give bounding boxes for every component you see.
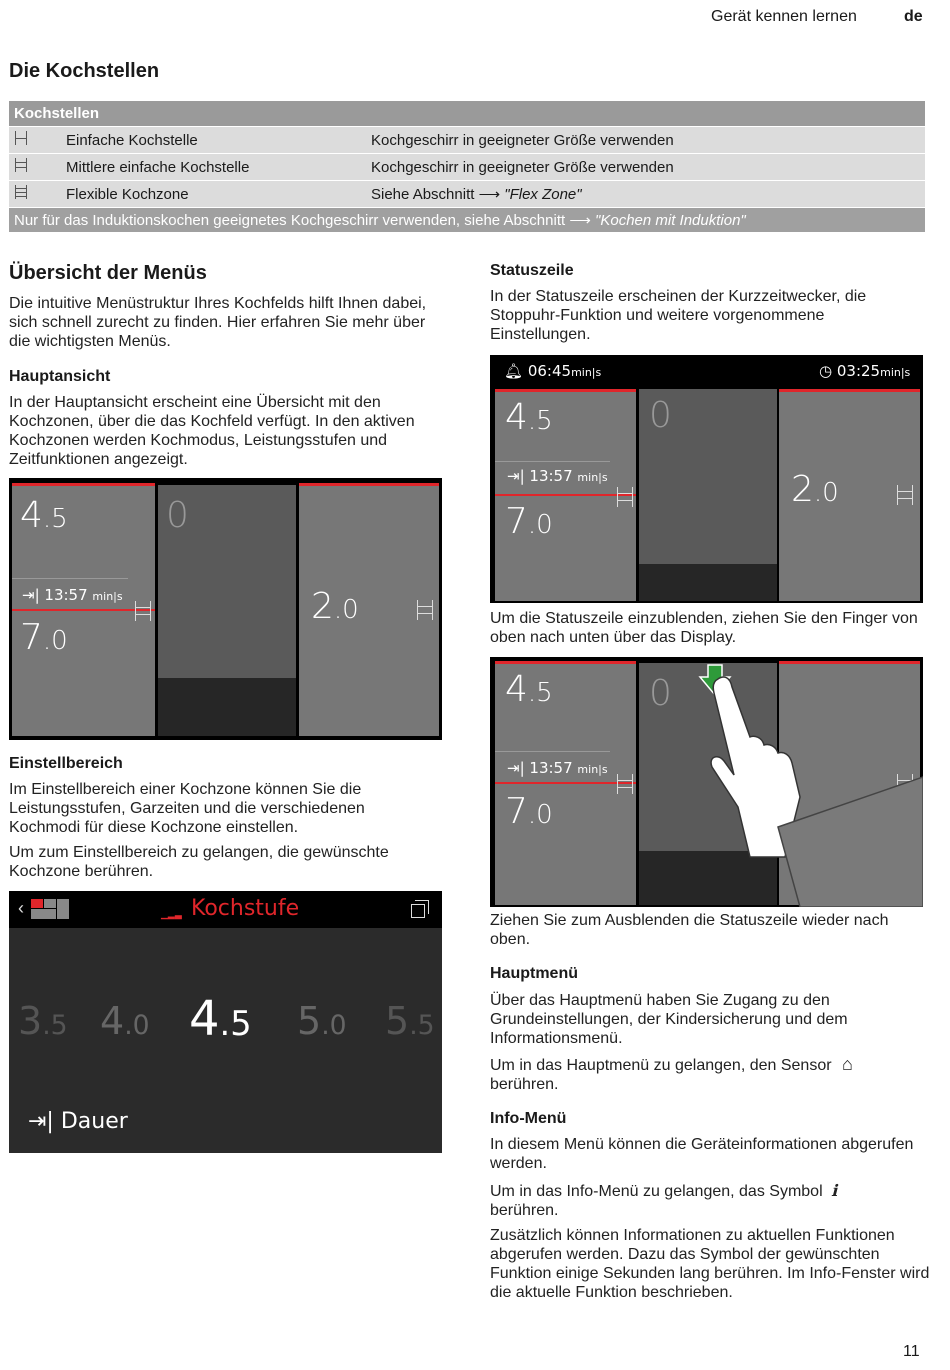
text-main-menu-1: Über das Hauptmenü haben Sie Zugang zu den Grundeinstellungen, der Kindersicherung und dem Informationsmenü. (490, 992, 848, 1047)
cookware-icon[interactable] (411, 900, 431, 918)
main-view-display (9, 478, 442, 740)
table-header: Kochstellen (9, 101, 925, 126)
level-option[interactable]: 5.5 (385, 999, 435, 1043)
timer-icon: ⇥| (28, 1109, 61, 1134)
text-info-3: Zusätzlich können Informationen zu aktuellen Funktionen abgerufen werden. Dazu das Symbol der gewünschten Funktion einige Sekunden lang berühren. Im Info-Fenster wird die aktuelle Funktion beschrieben. (490, 1227, 930, 1301)
power-level: 4.5 (20, 495, 68, 536)
pot-icon (135, 601, 151, 621)
arrow-right-icon: ⟶ (565, 212, 596, 229)
timer-readout: ⇥| 13:57 min|s (507, 759, 608, 777)
text-show-status: Um die Statuszeile einzublenden, ziehen Sie den Finger von oben nach unten über das Display. (490, 610, 918, 646)
heading-main-menu: Hauptmenü (490, 965, 578, 982)
power-level: 7.0 (20, 617, 68, 658)
info-icon: ℹ (831, 1181, 838, 1200)
header-section: Gerät kennen lernen (711, 8, 857, 25)
page-title: Die Kochstellen (9, 60, 160, 82)
table-footer: Nur für das Induktionskochen geeignetes Kochgeschirr verwenden, siehe Abschnitt ⟶ "Kochen mit Induktion" (9, 207, 925, 232)
settings-display (9, 891, 442, 1153)
cooking-zone-middle[interactable] (639, 389, 777, 564)
text-settings-2: Um zum Einstellbereich zu gelangen, die gewünschte Kochzone berühren. (9, 844, 389, 880)
arrow-right-icon: ⟶ (474, 186, 505, 203)
heading-settings: Einstellbereich (9, 755, 123, 772)
text-main-menu-2: Um in das Hauptmenü zu gelangen, den Sensor ⌂ berühren. (490, 1054, 853, 1093)
double-zone-icon (15, 158, 27, 172)
timer-readout: ⇥| 13:57 min|s (22, 586, 123, 604)
zone-selector-icon[interactable] (31, 899, 69, 919)
power-level: 4.5 (505, 669, 553, 710)
text-hide-status: Ziehen Sie zum Ausblenden die Statuszeile wieder nach oben. (490, 912, 889, 948)
cooking-zone-left[interactable] (495, 661, 636, 905)
timer-icon: ⇥| (507, 467, 525, 485)
pot-icon (617, 487, 633, 507)
swipe-hand-icon (690, 657, 923, 907)
power-level: 0 (649, 673, 672, 714)
text-main-view: In der Hauptansicht erscheint eine Übersicht mit den Kochzonen, über die das Kochfeld verfügt. In den aktiven Kochzonen werden Kochmodus, Leistungsstufen und Zeitfunktionen angezeigt. (9, 394, 415, 468)
timer-icon: ⇥| (507, 759, 525, 777)
table-row: Einfache Kochstelle Kochgeschirr in geeigneter Größe verwenden (9, 126, 925, 153)
cooking-zone-right[interactable] (299, 483, 439, 736)
settings-title: Kochstufe (191, 896, 300, 921)
level-option[interactable]: 3.5 (18, 999, 68, 1043)
status-display (490, 355, 923, 603)
timer-icon: ⇥| (22, 586, 40, 604)
cooking-zone-middle[interactable] (158, 485, 296, 678)
text-info-1: In diesem Menü können die Geräteinformationen abgerufen werden. (490, 1136, 914, 1172)
heading-menus: Übersicht der Menüs (9, 262, 207, 284)
home-sensor-icon: ⌂ (842, 1054, 853, 1074)
power-level: 2.0 (311, 586, 359, 627)
pot-icon (897, 485, 913, 505)
table-row: Flexible Kochzone Siehe Abschnitt ⟶ "Flex Zone" (9, 180, 925, 207)
cooking-zones-table (9, 101, 925, 232)
cooking-zone-left[interactable] (12, 483, 155, 736)
heading-info-menu: Info-Menü (490, 1110, 567, 1127)
bell-icon: 🔔︎ (504, 362, 524, 380)
pot-icon (417, 600, 433, 620)
power-level: 2.0 (791, 469, 839, 510)
cooking-zone-right[interactable] (779, 389, 920, 601)
power-level: 4.5 (505, 397, 553, 438)
power-icon: ▁▂▃ (161, 909, 182, 919)
text-status: In der Statuszeile erscheinen der Kurzzeitwecker, die Stoppuhr-Funktion und weitere vorgenommene Einstellungen. (490, 288, 867, 343)
level-option[interactable]: 5.0 (297, 999, 347, 1043)
power-level: 0 (166, 495, 189, 536)
flex-zone-icon (15, 185, 27, 199)
heading-status: Statuszeile (490, 262, 574, 279)
pot-icon (617, 774, 633, 794)
table-row: Mittlere einfache Kochstelle Kochgeschirr in geeigneter Größe verwenden (9, 153, 925, 180)
stopwatch-status: ◷ 03:25min|s (819, 362, 911, 380)
timer-readout: ⇥| 13:57 min|s (507, 467, 608, 485)
text-menus: Die intuitive Menüstruktur Ihres Kochfelds hilft Ihnen dabei, sich schnell zurecht zu finden. Hier erfahren Sie mehr über die wichtigsten Menüs. (9, 295, 427, 350)
stopwatch-icon: ◷ (819, 362, 833, 380)
heading-main-view: Hauptansicht (9, 368, 111, 385)
single-zone-icon (15, 131, 27, 145)
cooking-zone-left[interactable] (495, 389, 636, 601)
alarm-status: 🔔︎ 06:45min|s (504, 362, 602, 380)
power-level: 7.0 (505, 791, 553, 832)
duration-button[interactable]: ⇥| Dauer (28, 1109, 128, 1134)
header-lang: de (904, 8, 923, 25)
level-option-selected[interactable]: 4.5 (189, 991, 252, 1047)
back-icon[interactable]: ‹ (18, 898, 24, 918)
swipe-display (490, 657, 923, 907)
power-level: 0 (649, 395, 672, 436)
text-info-2: Um in das Info-Menü zu gelangen, das Symbol ℹ berühren. (490, 1181, 838, 1219)
level-option[interactable]: 4.0 (100, 999, 150, 1043)
text-settings-1: Im Einstellbereich einer Kochzone können Sie die Leistungsstufen, Garzeiten und die verschiedenen Kochmodi für diese Kochzone einstellen. (9, 781, 365, 836)
power-level: 7.0 (505, 501, 553, 542)
page-number: 11 (903, 1343, 920, 1360)
